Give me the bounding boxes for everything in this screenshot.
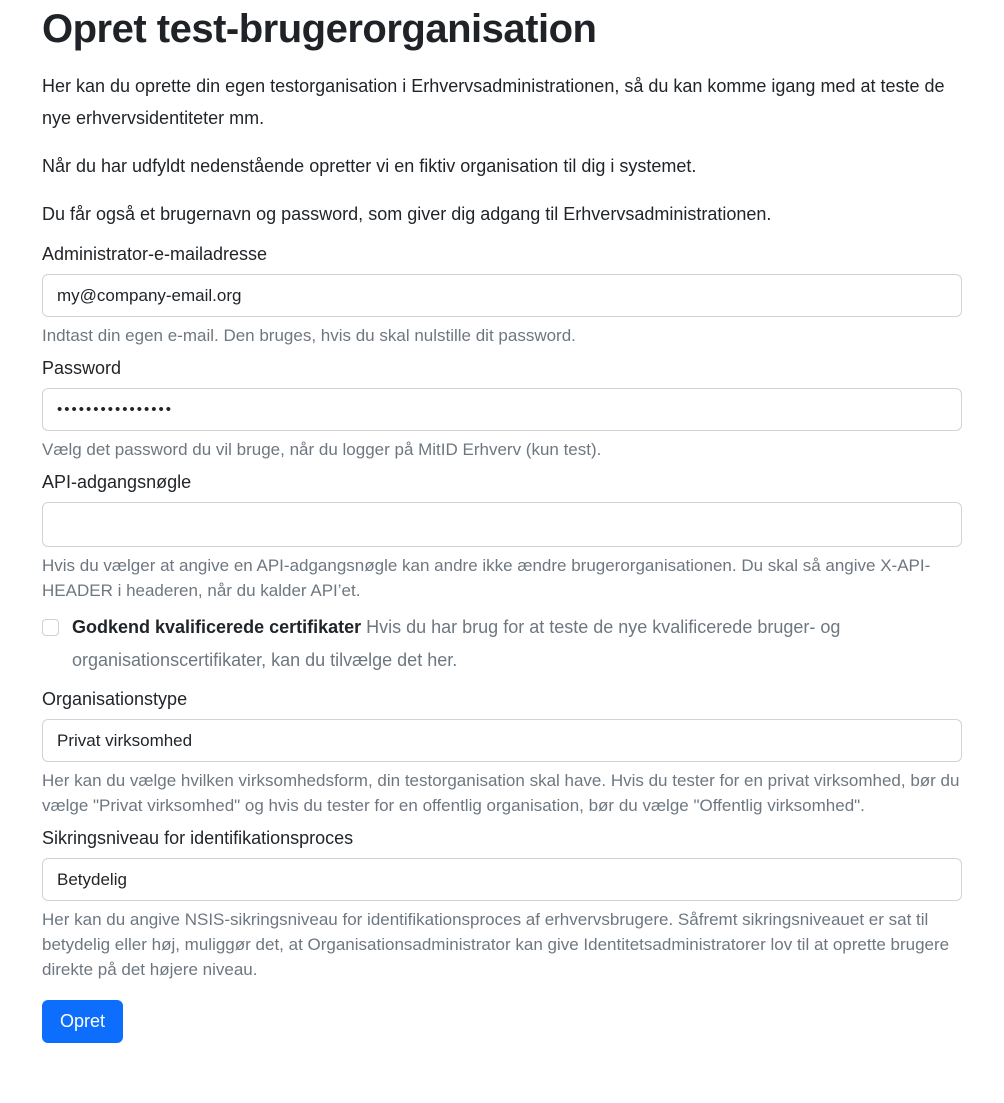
create-org-form: [42, 242, 962, 1043]
api-key-field[interactable]: [42, 502, 962, 547]
api-key-field-group: [42, 470, 962, 603]
email-label: Administrator-e-mailadresse: [42, 244, 268, 264]
password-label: Password: [42, 358, 122, 378]
password-help-text: Vælg det password du vil bruge, når du logger på MitID Erhverv (kun test).: [42, 440, 602, 459]
assurance-level-group: [42, 826, 962, 982]
assurance-level-help-text: Her kan du angive NSIS-sikringsniveau for identifikationsproces af erhvervsbrugere. Såfremt sikringsniveauet er sat til betydelig eller høj, muliggør det, at Organisationsadministrator kan give Identitetsadministratorer lov til at oprette brugere direkte på det højere niveau.: [42, 910, 950, 979]
organisation-type-select[interactable]: [42, 719, 962, 762]
assurance-level-label: Sikringsniveau for identifikationsproces: [42, 828, 354, 848]
email-field[interactable]: [42, 274, 962, 317]
intro-paragraph-1: Her kan du oprette din egen testorganisation i Erhvervsadministrationen, så du kan komme igang med at teste de nye erhvervsidentiteter mm.: [42, 76, 945, 128]
organisation-type-help-text: Her kan du vælge hvilken virksomhedsform, din testorganisation skal have. Hvis du tester for en privat virksomhed, bør du vælge "Privat virksomhed" og hvis du tester for en offentlig organisation, bør du vælge "Offentlig virksomhed".: [42, 771, 960, 815]
api-key-help-text: Hvis du vælger at angive en API-adgangsnøgle kan andre ikke ændre brugerorganisationen. Du skal så angive X-API-HEADER i headeren, når du kalder API’et.: [42, 556, 931, 600]
email-help-text: Indtast din egen e-mail. Den bruges, hvis du skal nulstille dit password.: [42, 326, 576, 345]
page-title: Opret test-brugerorganisation: [42, 7, 597, 51]
api-key-label: API-adgangsnøgle: [42, 472, 192, 492]
qualified-certificates-label-wrap: [72, 611, 962, 677]
qualified-certificates-group: [42, 611, 962, 677]
organisation-type-label: Organisationstype: [42, 689, 188, 709]
create-button[interactable]: Opret: [42, 1000, 123, 1043]
password-field-group: [42, 356, 962, 462]
intro-paragraph-2: Når du har udfyldt nedenstående opretter vi en fiktiv organisation til dig i systemet.: [42, 156, 697, 176]
qualified-certificates-help: Hvis du har brug for at teste de nye kvalificerede bruger- og organisationscertifikater, kan du tilvælge det her.: [72, 617, 841, 670]
qualified-certificates-checkbox[interactable]: [42, 619, 59, 636]
assurance-level-select[interactable]: [42, 858, 962, 901]
email-field-group: [42, 242, 962, 348]
password-field[interactable]: [42, 388, 962, 431]
qualified-certificates-label: Godkend kvalificerede certifikater: [72, 617, 362, 637]
organisation-type-group: [42, 687, 962, 818]
intro-paragraph-3: Du får også et brugernavn og password, som giver dig adgang til Erhvervsadministrationen.: [42, 204, 772, 224]
